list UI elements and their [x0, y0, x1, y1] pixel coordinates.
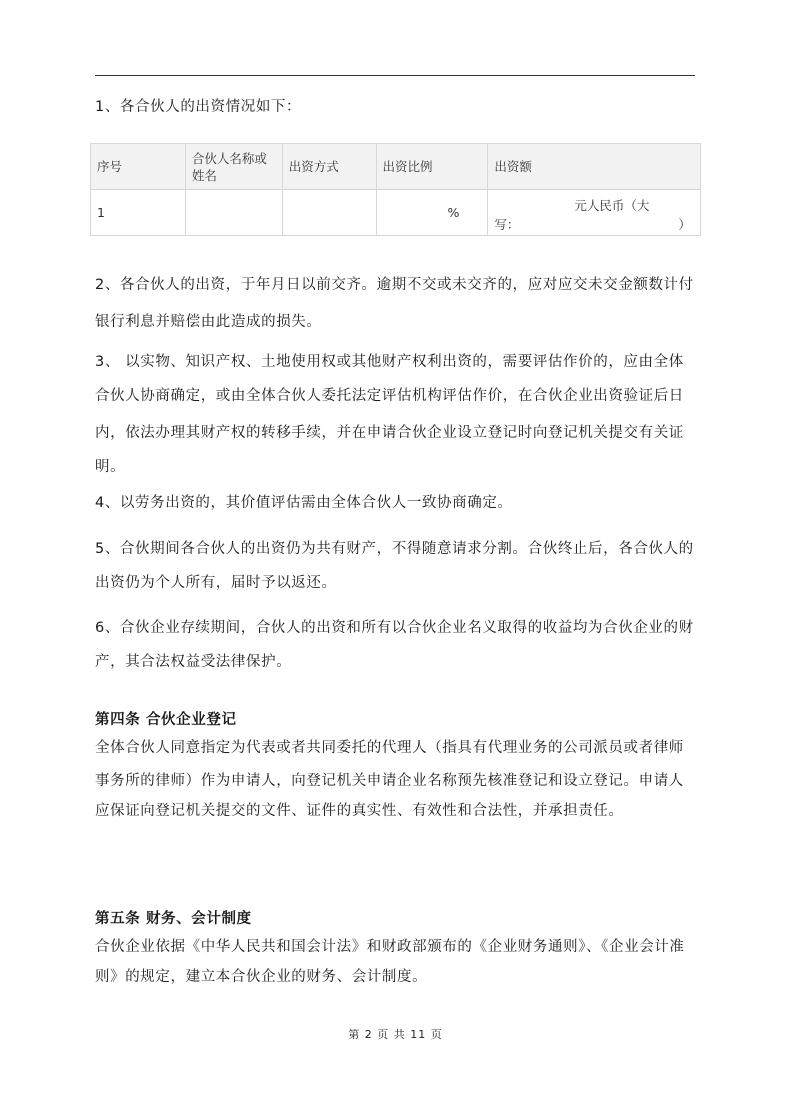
header-method: 出资方式	[282, 144, 376, 190]
item-6: 6、合伙企业存续期间，合伙人的出资和所有以合伙企业名义取得的收益均为合伙企业的财产，其合法权益受法律保护。	[95, 620, 694, 670]
contribution-table	[90, 143, 701, 236]
item3-text-a: 3、 以实物、知识产权、土地使用权或其他财产权利出资的，需要评估作价的，应由全体合伙人协商确定，或由全体合伙人委托法定评估机构评估作价，在合伙企业出资验证后	[95, 354, 684, 404]
art4-text-a: 全体合伙人同意指定	[95, 740, 231, 756]
item2-text-c: 月	[270, 277, 287, 293]
item-2	[95, 268, 695, 339]
table-header-row	[91, 144, 701, 190]
art4-text-b: 为代表或者共同委托的代理人（指具有代理业务的公司派员或者律师事务所的律师）作为申请人，向登记机关申请企业名称预先核准登记和设立登记。申请人应保证向登记机关提交的文件、证件的真实性、有效性和合法性，并承担责任。	[95, 740, 684, 819]
cell-amount	[488, 190, 701, 236]
amount-text-3: ）	[678, 217, 691, 232]
cell-ratio	[376, 190, 488, 236]
page-footer: 第 2 页 共 11 页	[348, 1028, 443, 1041]
item2-text-d: 日以前交齐。逾期不交或未交齐的，应对应交未交金额数计付银行利息并赔偿由此造成的损失。	[95, 277, 694, 330]
ratio-suffix: %	[447, 205, 460, 220]
item-5: 5、合伙期间各合伙人的出资仍为共有财产，不得随意请求分割。合伙终止后，各合伙人的出资仍为个人所有，届时予以返还。	[95, 541, 694, 591]
item-3	[95, 345, 695, 484]
table-row	[91, 190, 701, 236]
header-ratio: 出资比例	[376, 144, 488, 190]
article-5-body: 合伙企业依据《中华人民共和国会计法》和财政部颁布的《企业财务通则》、《企业会计准则》的规定，建立本合伙企业的财务、会计制度。	[95, 939, 685, 985]
article-5-title: 第五条 财务、会计制度	[95, 911, 252, 927]
top-rule	[95, 75, 695, 76]
article-4-body	[95, 733, 695, 826]
header-index: 序号	[91, 144, 186, 190]
header-partner-name: 合伙人名称或姓名	[185, 144, 282, 190]
item2-text-a: 2、各合伙人的出资，于	[95, 277, 256, 293]
amount-text-2: 写：	[494, 217, 520, 232]
item3-text-b: 日内，依法办理其财产权的转移手续，并在申请合伙企业设立登记时向登记机关提交有关证明。	[95, 388, 684, 475]
item2-text-b: 年	[255, 277, 271, 293]
cell-name	[185, 190, 282, 236]
item-4: 4、以劳务出资的，其价值评估需由全体合伙人一致协商确定。	[95, 495, 513, 511]
intro-text: 1、各合伙人的出资情况如下：	[95, 99, 302, 115]
cell-method	[282, 190, 376, 236]
amount-text-1: 元人民币（大	[574, 198, 650, 213]
header-amount: 出资额	[488, 144, 701, 190]
article-4-title: 第四条 合伙企业登记	[95, 712, 237, 728]
cell-index: 1	[91, 190, 186, 236]
